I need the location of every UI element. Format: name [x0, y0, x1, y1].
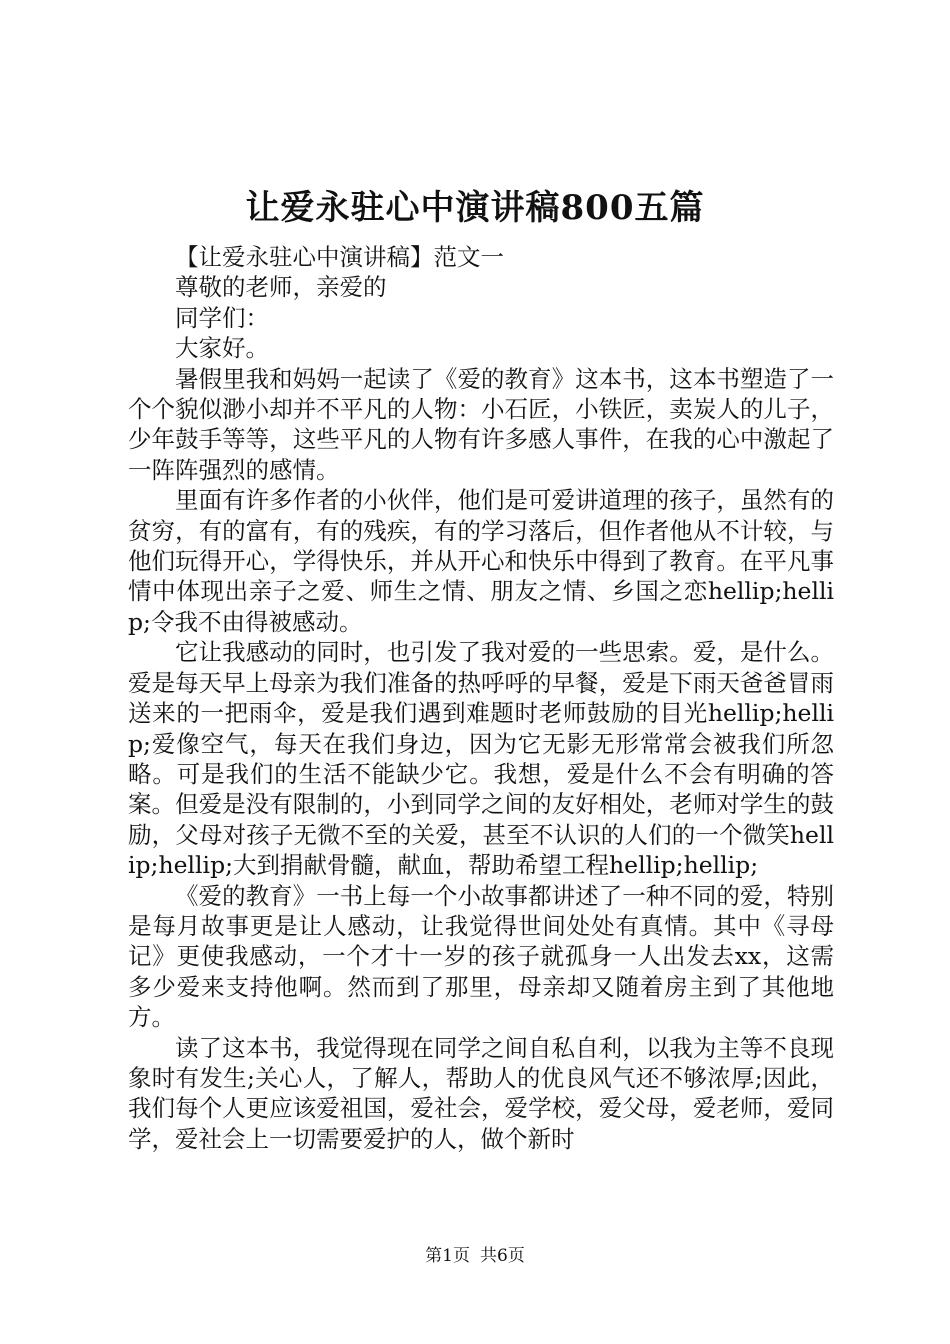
page-number: 第1页 [425, 1246, 470, 1266]
paragraph: 它让我感动的同时，也引发了我对爱的一些思索。爱，是什么。爱是每天早上母亲为我们准备的热呼呼的早餐，爱是下雨天爸爸冒雨送来的一把雨伞，爱是我们遇到难题时老师鼓励的目光hellip;hellip;爱像空气，每天在我们身边，因为它无影无形常常会被我们所忽略。可是我们的生活不能缺少它。我想，爱是什么不会有明确的答案。但爱是没有限制的，小到同学之间的友好相处，老师对学生的鼓励，父母对孩子无微不至的关爱，甚至不认识的人们的一个微笑hellip;hellip;大到捐献骨髓，献血，帮助希望工程hellip;hellip; [128, 638, 834, 880]
page-footer [0, 1244, 950, 1268]
paragraph-greeting: 大家好。 [175, 334, 269, 363]
document-body [128, 242, 834, 1154]
paragraph: 暑假里我和妈妈一起读了《爱的教育》这本书，这本书塑造了一个个貌似渺小却并不平凡的人物：小石匠，小铁匠，卖炭人的儿子，少年鼓手等等，这些平凡的人物有许多感人事件，在我的心中激起了一阵阵强烈的感情。 [128, 364, 834, 484]
paragraph-salutation-cont: 同学们： [175, 303, 269, 332]
document-title: 让爱永驻心中演讲稿800五篇 [245, 188, 705, 228]
page-total: 共6页 [480, 1246, 525, 1266]
paragraph: 里面有许多作者的小伙伴，他们是可爱讲道理的孩子，虽然有的贫穷，有的富有，有的残疾，有的学习落后，但作者他从不计较，与他们玩得开心，学得快乐，并从开心和快乐中得到了教育。在平凡事情中体现出亲子之爱、师生之情、朋友之情、乡国之恋hellip;hellip;令我不由得被感动。 [128, 486, 834, 636]
paragraph: 《爱的教育》一书上每一个小故事都讲述了一种不同的爱，特别是每月故事更是让人感动，让我觉得世间处处有真情。其中《寻母记》更使我感动，一个才十一岁的孩子就孤身一人出发去xx，这需多少爱来支持他啊。然而到了那里，母亲却又随着房主到了其他地方。 [128, 881, 834, 1032]
paragraph-subtitle: 【让爱永驻心中演讲稿】范文一 [175, 243, 504, 271]
paragraph: 读了这本书，我觉得现在同学之间自私自利，以我为主等不良现象时有发生;关心人，了解人，帮助人的优良风气还不够浓厚;因此，我们每个人更应该爱祖国，爱社会，爱学校，爱父母，爱老师，爱同学，爱社会上一切需要爱护的人，做个新时 [128, 1033, 834, 1153]
paragraph-salutation: 尊敬的老师，亲爱的 [175, 273, 387, 302]
